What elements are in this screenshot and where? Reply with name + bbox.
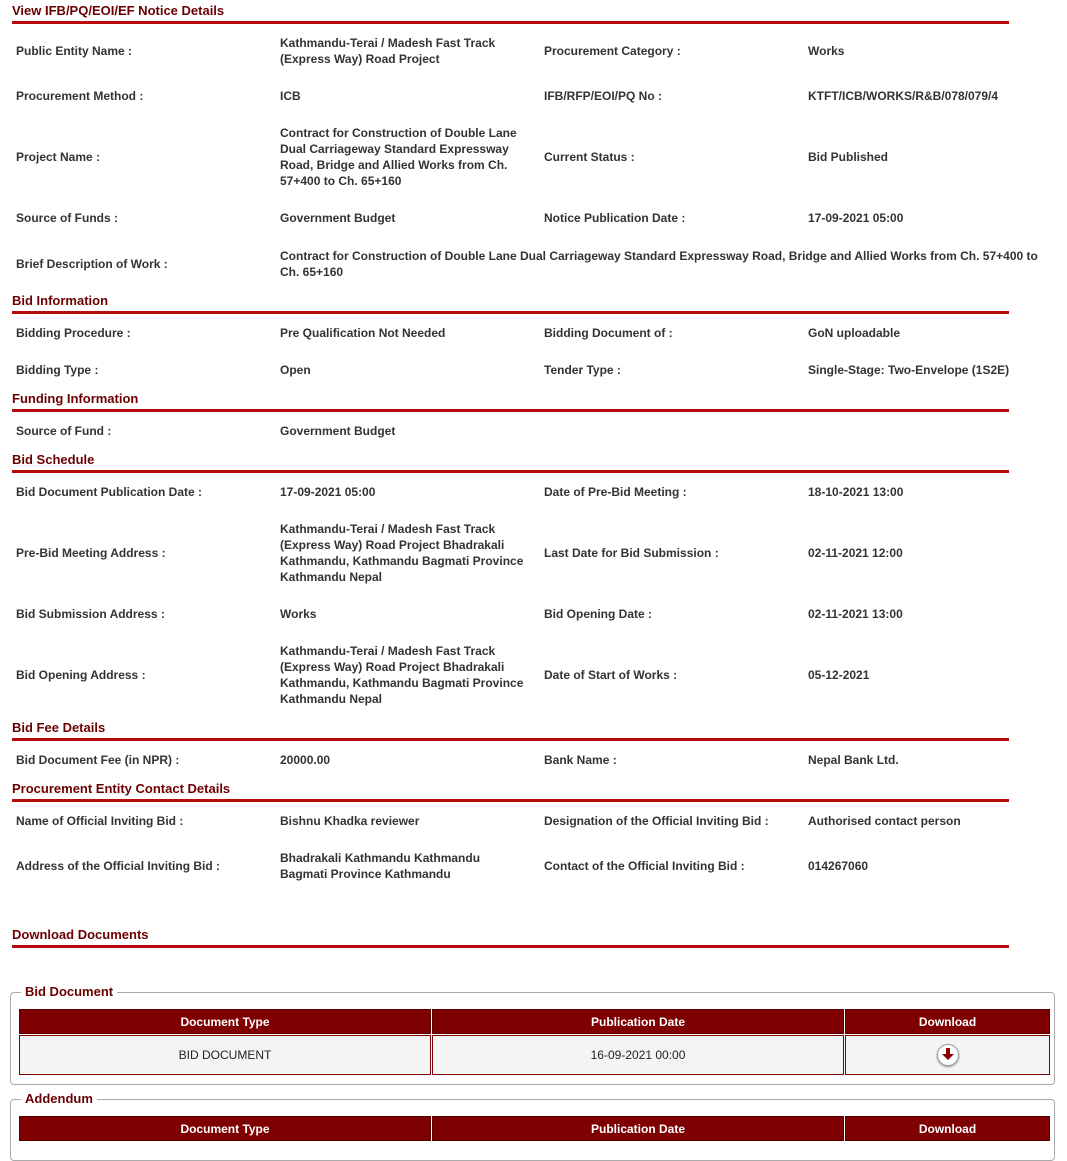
opening-date-label: Bid Opening Date :	[544, 607, 652, 621]
bid-fee-label: Bid Document Fee (in NPR) :	[16, 753, 180, 767]
prebid-address-label: Pre-Bid Meeting Address :	[16, 546, 166, 560]
start-works-value: 05-12-2021	[808, 668, 870, 682]
bidding-document-label: Bidding Document of :	[544, 326, 673, 340]
bidding-type-label: Bidding Type :	[16, 363, 99, 377]
official-name-value: Bishnu Khadka reviewer	[280, 814, 420, 828]
bid-document-legend: Bid Document	[21, 984, 117, 1000]
bank-name-value: Nepal Bank Ltd.	[808, 753, 899, 767]
bank-name-label: Bank Name :	[544, 753, 617, 767]
project-name-label: Project Name :	[16, 150, 101, 164]
ifb-no-value: KTFT/ICB/WORKS/R&B/078/079/4	[808, 89, 999, 103]
bidding-type-value: Open	[280, 363, 311, 377]
bid-fee-title: Bid Fee Details	[12, 720, 1009, 741]
download-cell	[845, 1035, 1050, 1075]
submission-address-label: Bid Submission Address :	[16, 607, 165, 621]
bid-document-table	[18, 1008, 1051, 1076]
submission-address-value: Works	[280, 607, 317, 621]
bidding-document-value: GoN uploadable	[808, 326, 901, 340]
bid-fee-value: 20000.00	[280, 753, 331, 767]
column-header-document-type: Document Type	[19, 1116, 431, 1141]
designation-label: Designation of the Official Inviting Bid :	[544, 814, 769, 828]
official-contact-label: Contact of the Official Inviting Bid :	[544, 859, 745, 873]
prebid-meeting-date-value: 18-10-2021 13:00	[808, 485, 904, 499]
source-of-funds-value: Government Budget	[280, 211, 396, 225]
source-of-fund-value: Government Budget	[280, 424, 396, 438]
column-header-download: Download	[845, 1009, 1050, 1034]
current-status-value: Bid Published	[808, 150, 889, 164]
source-of-funds-label: Source of Funds :	[16, 211, 118, 225]
bidding-procedure-label: Bidding Procedure :	[16, 326, 131, 340]
start-works-label: Date of Start of Works :	[544, 668, 678, 682]
bid-schedule-title: Bid Schedule	[12, 452, 1009, 473]
official-address-label: Address of the Official Inviting Bid :	[16, 859, 221, 873]
contact-details-title: Procurement Entity Contact Details	[12, 781, 1009, 802]
addendum-legend: Addendum	[21, 1091, 97, 1107]
addendum-fieldset	[10, 1091, 1055, 1161]
download-documents-title: Download Documents	[12, 927, 1009, 948]
column-header-document-type: Document Type	[19, 1009, 431, 1034]
public-entity-value: Kathmandu-Terai / Madesh Fast Track (Express Way) Road Project	[280, 36, 496, 66]
doc-publication-date-value: 17-09-2021 05:00	[280, 485, 376, 499]
brief-description-value: Contract for Construction of Double Lane Dual Carriageway Standard Expressway Road, Bridge and Allied Works from Ch. 57+400 to Ch. 65+160	[280, 249, 1038, 279]
official-address-value: Bhadrakali Kathmandu Kathmandu Bagmati Province Kathmandu	[280, 851, 481, 881]
designation-value: Authorised contact person	[808, 814, 961, 828]
prebid-meeting-date-label: Date of Pre-Bid Meeting :	[544, 485, 687, 499]
procurement-category-label: Procurement Category :	[544, 44, 681, 58]
last-submission-label: Last Date for Bid Submission :	[544, 546, 719, 560]
procurement-method-label: Procurement Method :	[16, 89, 144, 103]
tender-type-label: Tender Type :	[544, 363, 621, 377]
table-header-row	[19, 1116, 1050, 1141]
funding-information-title: Funding Information	[12, 391, 1009, 412]
bid-document-fieldset	[10, 984, 1055, 1085]
bidding-procedure-value: Pre Qualification Not Needed	[280, 326, 446, 340]
column-header-download: Download	[845, 1116, 1050, 1141]
document-type-cell: BID DOCUMENT	[19, 1035, 431, 1075]
opening-address-value: Kathmandu-Terai / Madesh Fast Track (Express Way) Road Project Bhadrakali Kathmandu, Kathmandu Bagmati Province Kathmandu Nepal	[280, 644, 524, 706]
addendum-table	[18, 1115, 1051, 1142]
source-of-fund-label: Source of Fund :	[16, 424, 112, 438]
publication-date-cell: 16-09-2021 00:00	[432, 1035, 844, 1075]
download-arrow-icon[interactable]	[937, 1044, 959, 1066]
ifb-no-label: IFB/RFP/EOI/PQ No :	[544, 89, 663, 103]
doc-publication-date-label: Bid Document Publication Date :	[16, 485, 203, 499]
publication-date-label: Notice Publication Date :	[544, 211, 686, 225]
project-name-value: Contract for Construction of Double Lane Dual Carriageway Standard Expressway Road, Bridge and Allied Works from Ch. 57+400 to Ch. 65+160	[280, 126, 517, 188]
publication-date-value: 17-09-2021 05:00	[808, 211, 904, 225]
brief-description-label: Brief Description of Work :	[16, 257, 168, 271]
opening-date-value: 02-11-2021 13:00	[808, 607, 903, 621]
last-submission-value: 02-11-2021 12:00	[808, 546, 903, 560]
bid-information-title: Bid Information	[12, 293, 1009, 314]
procurement-method-value: ICB	[280, 89, 301, 103]
prebid-address-value: Kathmandu-Terai / Madesh Fast Track (Express Way) Road Project Bhadrakali Kathmandu, Kathmandu Bagmati Province Kathmandu Nepal	[280, 522, 524, 584]
public-entity-label: Public Entity Name :	[16, 44, 133, 58]
table-header-row	[19, 1009, 1050, 1034]
official-contact-value: 014267060	[808, 859, 869, 873]
column-header-publication-date: Publication Date	[432, 1116, 844, 1141]
table-row	[19, 1035, 1050, 1075]
current-status-label: Current Status :	[544, 150, 635, 164]
column-header-publication-date: Publication Date	[432, 1009, 844, 1034]
notice-details-title: View IFB/PQ/EOI/EF Notice Details	[12, 3, 1009, 24]
official-name-label: Name of Official Inviting Bid :	[16, 814, 184, 828]
procurement-category-value: Works	[808, 44, 845, 58]
opening-address-label: Bid Opening Address :	[16, 668, 146, 682]
tender-type-value: Single-Stage: Two-Envelope (1S2E)	[808, 363, 1010, 377]
